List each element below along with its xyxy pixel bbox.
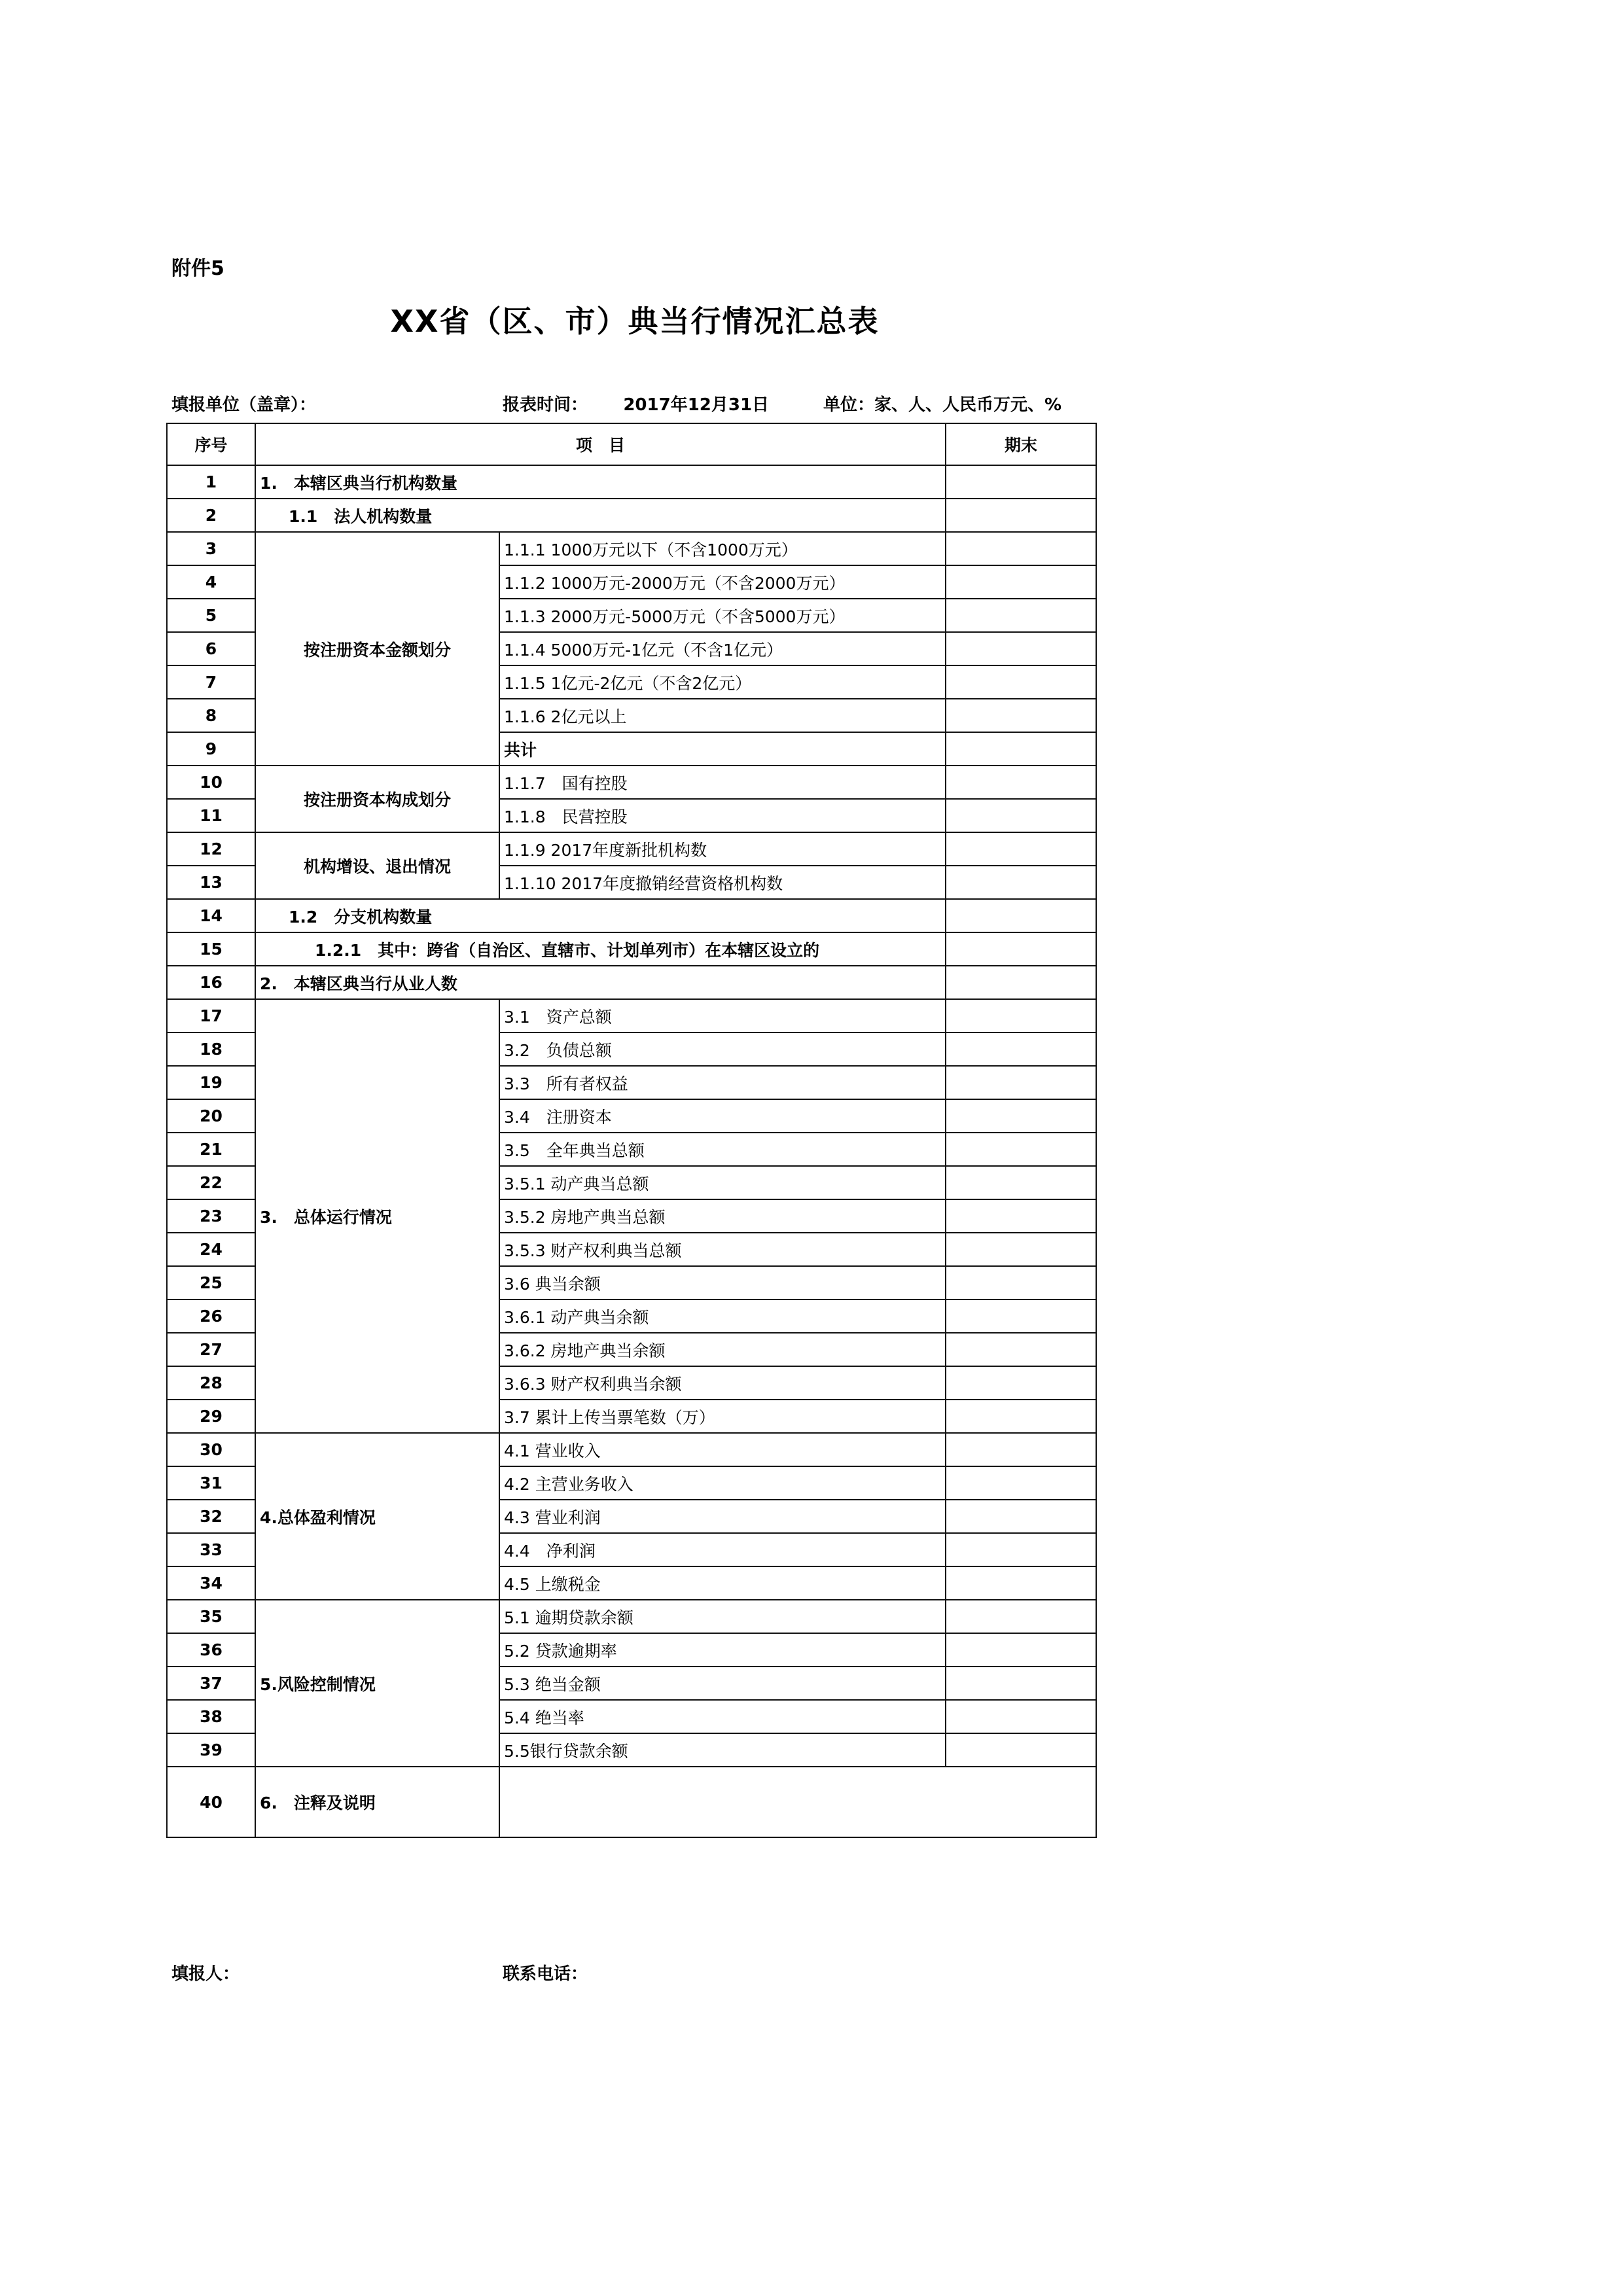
row-item: 3.6 典当余额 (499, 1266, 946, 1299)
row-value-cell[interactable] (946, 1366, 1096, 1400)
row-number: 36 (167, 1633, 255, 1667)
row-item: 3.5.1 动产典当总额 (499, 1166, 946, 1199)
page-title: XX省（区、市）典当行情况汇总表 (390, 304, 880, 339)
row-number: 18 (167, 1033, 255, 1066)
header-item: 项 目 (255, 423, 946, 465)
row-value-cell[interactable] (946, 1199, 1096, 1233)
row-item: 3.2 负债总额 (499, 1033, 946, 1066)
row-item: 1.1.6 2亿元以上 (499, 699, 946, 732)
table-row (167, 899, 1096, 932)
header-period-end: 期末 (946, 423, 1096, 465)
row-number: 8 (167, 699, 255, 732)
row-item: 1.1.2 1000万元-2000万元（不含2000万元） (499, 565, 946, 599)
row-value-cell[interactable] (946, 1133, 1096, 1166)
row-number: 6 (167, 632, 255, 665)
row-number: 12 (167, 832, 255, 866)
group-capital-structure: 按注册资本构成划分 (255, 766, 499, 832)
row-item: 3.1 资产总额 (499, 999, 946, 1033)
row-item: 4.3 营业利润 (499, 1500, 946, 1533)
row-value-cell[interactable] (946, 832, 1096, 866)
row-value-cell[interactable] (946, 1533, 1096, 1566)
row-item: 1.2 分支机构数量 (255, 899, 946, 932)
table-row (167, 532, 1096, 565)
row-item: 1.1.3 2000万元-5000万元（不含5000万元） (499, 599, 946, 632)
row-number: 24 (167, 1233, 255, 1266)
row-value-cell[interactable] (946, 632, 1096, 665)
row-item: 5.5银行贷款余额 (499, 1733, 946, 1767)
table-row (167, 1433, 1096, 1466)
row-item: 4.4 净利润 (499, 1533, 946, 1566)
row-number: 21 (167, 1133, 255, 1166)
row-item: 3.6.2 房地产典当余额 (499, 1333, 946, 1366)
row-number: 25 (167, 1266, 255, 1299)
row-number: 28 (167, 1366, 255, 1400)
table-row (167, 932, 1096, 966)
row-number: 39 (167, 1733, 255, 1767)
row-number: 2 (167, 499, 255, 532)
row-value-cell[interactable] (946, 732, 1096, 766)
row-value-cell[interactable] (946, 1466, 1096, 1500)
summary-table (166, 423, 1097, 1838)
row-item: 1.1.5 1亿元-2亿元（不含2亿元） (499, 665, 946, 699)
row-number: 1 (167, 465, 255, 499)
row-number: 37 (167, 1667, 255, 1700)
row-value-cell[interactable] (946, 799, 1096, 832)
row-number: 16 (167, 966, 255, 999)
row-item: 1.2.1 其中：跨省（自治区、直辖市、计划单列市）在本辖区设立的 (255, 932, 946, 966)
row-value-cell[interactable] (946, 1333, 1096, 1366)
row-value-cell[interactable] (946, 1633, 1096, 1667)
row-item: 1.1 法人机构数量 (255, 499, 946, 532)
unit-info: 单位：家、人、人民币万元、% (823, 395, 1062, 415)
row-item: 3.4 注册资本 (499, 1099, 946, 1133)
row-value-cell[interactable] (946, 932, 1096, 966)
row-value-cell[interactable] (946, 1433, 1096, 1466)
row-item: 共计 (499, 732, 946, 766)
row-number: 30 (167, 1433, 255, 1466)
row-value-cell[interactable] (946, 966, 1096, 999)
table-row (167, 832, 1096, 866)
row-value-cell[interactable] (946, 1700, 1096, 1733)
row-number: 5 (167, 599, 255, 632)
row-item: 5.2 贷款逾期率 (499, 1633, 946, 1667)
table-row (167, 1600, 1096, 1633)
row-value-cell[interactable] (946, 1600, 1096, 1633)
row-number: 10 (167, 766, 255, 799)
row-number: 38 (167, 1700, 255, 1733)
table-header-row (167, 423, 1096, 465)
row-value-cell[interactable] (946, 1566, 1096, 1600)
row-number: 27 (167, 1333, 255, 1366)
row-value-cell[interactable] (946, 1667, 1096, 1700)
group-increase-exit: 机构增设、退出情况 (255, 832, 499, 899)
row-number: 31 (167, 1466, 255, 1500)
row-item: 6. 注释及说明 (255, 1767, 499, 1837)
group-overall-profit: 4.总体盈利情况 (255, 1433, 499, 1600)
row-number: 19 (167, 1066, 255, 1099)
report-time (503, 391, 769, 415)
row-value-cell[interactable] (946, 1299, 1096, 1333)
row-value-cell[interactable] (946, 1066, 1096, 1099)
row-item: 1. 本辖区典当行机构数量 (255, 465, 946, 499)
contact-phone-label: 联系电话： (503, 1964, 588, 1984)
row-number: 4 (167, 565, 255, 599)
filler-label: 填报人： (171, 1964, 240, 1984)
row-value-cell[interactable] (946, 899, 1096, 932)
row-item: 1.1.8 民营控股 (499, 799, 946, 832)
row-item: 1.1.1 1000万元以下（不含1000万元） (499, 532, 946, 565)
reporting-unit-label: 填报单位（盖章）： (171, 395, 317, 415)
report-time-value: 2017年12月31日 (623, 395, 770, 415)
table-row (167, 1767, 1096, 1837)
row-value-cell[interactable] (946, 565, 1096, 599)
row-number: 33 (167, 1533, 255, 1566)
row-value-cell[interactable] (946, 999, 1096, 1033)
table-row (167, 499, 1096, 532)
group-risk-control: 5.风险控制情况 (255, 1600, 499, 1767)
row-number: 40 (167, 1767, 255, 1837)
row-value-cell[interactable] (946, 1166, 1096, 1199)
row-number: 15 (167, 932, 255, 966)
row-value-cell[interactable] (946, 1099, 1096, 1133)
row-value-cell[interactable] (946, 866, 1096, 899)
row-item: 5.3 绝当金额 (499, 1667, 946, 1700)
notes-cell[interactable] (499, 1767, 1096, 1837)
row-number: 13 (167, 866, 255, 899)
table-row (167, 766, 1096, 799)
row-value-cell[interactable] (946, 1500, 1096, 1533)
row-item: 3.5.2 房地产典当总额 (499, 1199, 946, 1233)
row-value-cell[interactable] (946, 599, 1096, 632)
row-value-cell[interactable] (946, 665, 1096, 699)
row-value-cell[interactable] (946, 499, 1096, 532)
table-row (167, 465, 1096, 499)
attachment-label: 附件5 (171, 257, 224, 280)
row-number: 23 (167, 1199, 255, 1233)
row-value-cell[interactable] (946, 1266, 1096, 1299)
row-item: 1.1.10 2017年度撤销经营资格机构数 (499, 866, 946, 899)
row-number: 34 (167, 1566, 255, 1600)
row-number: 9 (167, 732, 255, 766)
row-item: 3.6.1 动产典当余额 (499, 1299, 946, 1333)
row-number: 11 (167, 799, 255, 832)
row-number: 20 (167, 1099, 255, 1133)
row-item: 5.1 逾期贷款余额 (499, 1600, 946, 1633)
row-value-cell[interactable] (946, 465, 1096, 499)
table-row (167, 999, 1096, 1033)
row-item: 3.6.3 财产权利典当余额 (499, 1366, 946, 1400)
header-seq: 序号 (167, 423, 255, 465)
row-item: 1.1.7 国有控股 (499, 766, 946, 799)
row-number: 3 (167, 532, 255, 565)
row-number: 29 (167, 1400, 255, 1433)
row-item: 3.7 累计上传当票笔数（万） (499, 1400, 946, 1433)
row-item: 3.5.3 财产权利典当总额 (499, 1233, 946, 1266)
row-item: 3.3 所有者权益 (499, 1066, 946, 1099)
row-item: 4.1 营业收入 (499, 1433, 946, 1466)
row-item: 1.1.9 2017年度新批机构数 (499, 832, 946, 866)
row-value-cell[interactable] (946, 1733, 1096, 1767)
report-time-label: 报表时间： (503, 395, 588, 415)
row-item: 2. 本辖区典当行从业人数 (255, 966, 946, 999)
row-item: 1.1.4 5000万元-1亿元（不含1亿元） (499, 632, 946, 665)
row-value-cell[interactable] (946, 1033, 1096, 1066)
row-number: 32 (167, 1500, 255, 1533)
row-number: 17 (167, 999, 255, 1033)
row-item: 5.4 绝当率 (499, 1700, 946, 1733)
row-value-cell[interactable] (946, 532, 1096, 565)
row-number: 7 (167, 665, 255, 699)
row-item: 4.2 主营业务收入 (499, 1466, 946, 1500)
row-value-cell[interactable] (946, 1400, 1096, 1433)
row-value-cell[interactable] (946, 699, 1096, 732)
row-item: 4.5 上缴税金 (499, 1566, 946, 1600)
row-number: 26 (167, 1299, 255, 1333)
group-overall-operation: 3. 总体运行情况 (255, 999, 499, 1433)
row-value-cell[interactable] (946, 1233, 1096, 1266)
row-number: 14 (167, 899, 255, 932)
row-number: 35 (167, 1600, 255, 1633)
group-capital-amount: 按注册资本金额划分 (255, 532, 499, 766)
table-row (167, 966, 1096, 999)
row-value-cell[interactable] (946, 766, 1096, 799)
row-item: 3.5 全年典当总额 (499, 1133, 946, 1166)
row-number: 22 (167, 1166, 255, 1199)
